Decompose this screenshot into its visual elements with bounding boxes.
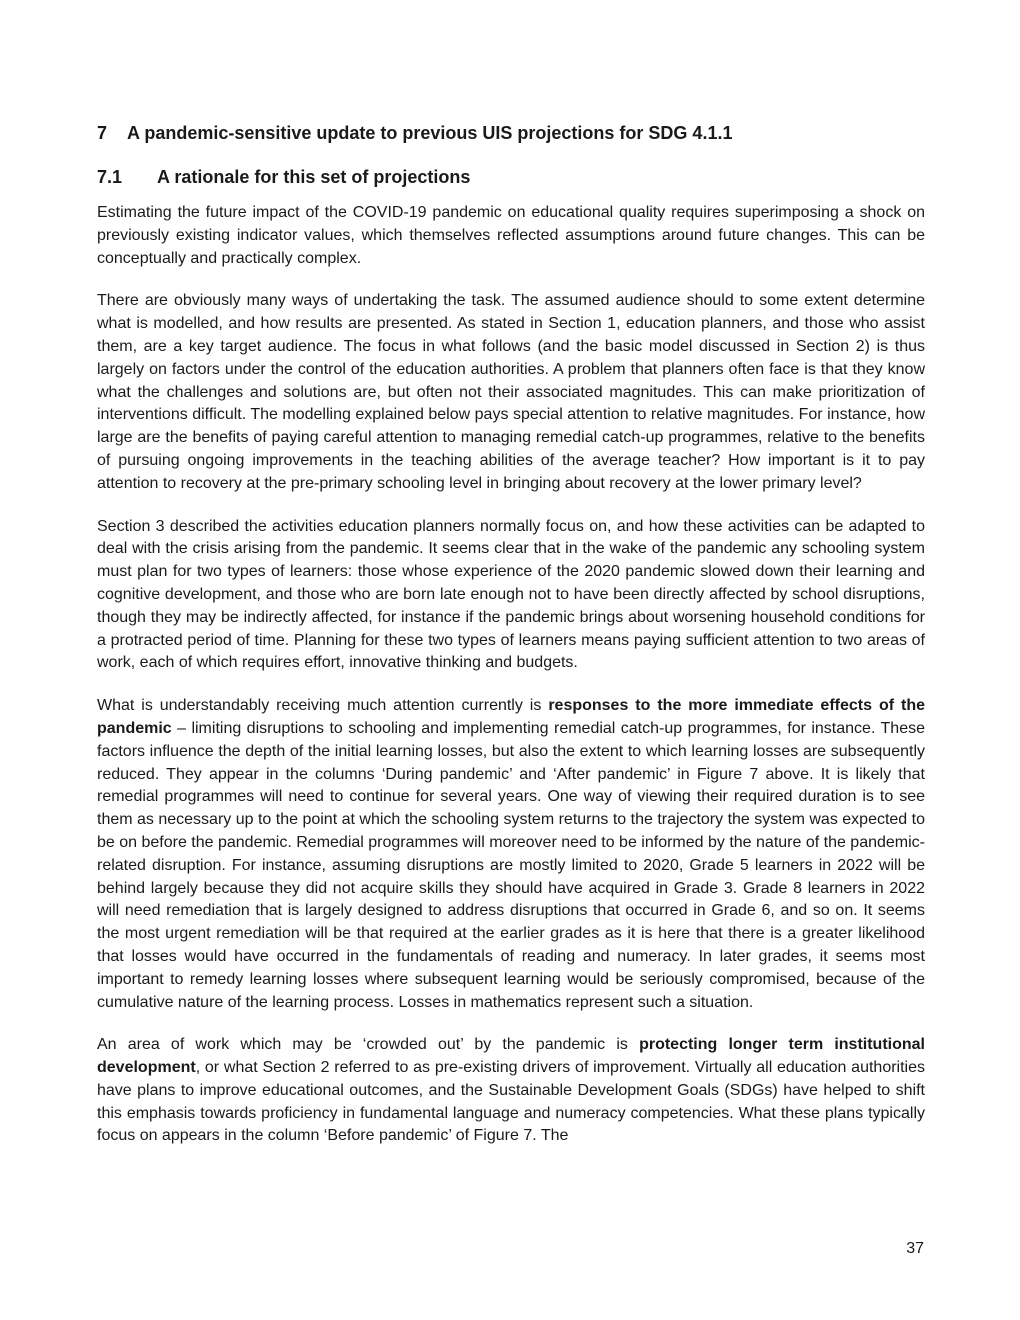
- document-page: [97, 118, 925, 1168]
- paragraph-4-body: – limiting disruptions to schooling and implementing remedial catch-up programmes, for instance. These factors influence the depth of the initial learning losses, but also the extent to which learning losses are subsequently reduced. They appear in the columns ‘During pandemic’ and ‘After pandemic’ in Figure 7 above. It is likely that remedial programmes will need to continue for several years. One way of viewing their required duration is to see them as necessary up to the point at which the schooling system returns to the trajectory the system was expected to be on before the pandemic. Remedial programmes will moreover need to be informed by the nature of the pandemic-related disruption. For instance, assuming disruptions are mostly limited to 2020, Grade 5 learners in 2022 will be behind largely because they did not acquire skills they should have acquired in Grade 3. Grade 8 learners in 2022 will need remediation that is largely designed to address disruptions that occurred in Grade 6, and so on. It seems the most urgent remediation will be that required at the earlier grades as it is here that there is a greater likelihood that losses would have occurred in the fundamentals of reading and numeracy. In later grades, it seems most important to remedy learning losses where subsequent learning would be seriously compromised, because of the cumulative nature of the learning process. Losses in mathematics represent such a situation.: [97, 719, 926, 1011]
- paragraph-3: Section 3 described the activities education planners normally focus on, and how these activities can be adapted to deal with the crisis arising from the pandemic. It seems clear that in the wake of the pandemic any schooling system must plan for two types of learners: those whose experience of the 2020 pandemic slowed down their learning and cognitive development, and those who are born late enough not to have been directly affected by school disruptions, though they may be indirectly affected, for instance if the pandemic brings about worsening household conditions for a protracted period of time. Planning for these two types of learners means paying sufficient attention to two areas of work, each of which requires effort, innovative thinking and budgets.: [97, 517, 925, 672]
- paragraph-4-intro: What is understandably receiving much attention currently is: [97, 697, 549, 715]
- section-title: A pandemic-sensitive update to previous UIS projections for SDG 4.1.1: [127, 123, 733, 143]
- paragraph-4: [97, 695, 925, 1014]
- paragraph-2: There are obviously many ways of undertaking the task. The assumed audience should to some extent determine what is modelled, and how results are presented. As stated in Section 1, education planners, and those who assist them, are a key target audience. The focus in what follows (and the basic model discussed in Section 2) is thus largely on factors under the control of the education authorities. A problem that planners often face is that they know what the challenges and solutions are, but often not their associated magnitudes. This can make prioritization of interventions difficult. The modelling explained below pays special attention to relative magnitudes. For instance, how large are the benefits of paying careful attention to managing remedial catch-up programmes, relative to the benefits of pursuing ongoing improvements in the teaching abilities of the average teacher? How important is it to pay attention to recovery at the pre-primary schooling level in bringing about recovery at the lower primary level?: [97, 292, 925, 492]
- subsection-heading: [97, 162, 925, 192]
- subsection-title: A rationale for this set of projections: [157, 167, 471, 187]
- subsection-number: 7.1: [97, 167, 123, 187]
- page-number: 37: [906, 1240, 924, 1257]
- paragraph-5-body: , or what Section 2 referred to as pre-existing drivers of improvement. Virtually all education authorities have plans to improve educational outcomes, and the Sustainable Development Goals (SDGs) have helped to shift this emphasis towards proficiency in fundamental language and numeracy competencies. What these plans typically focus on appears in the column ‘Before pandemic’ of Figure 7. The: [97, 1059, 925, 1145]
- paragraph-5-emphasis: protecting longer term institutional development: [97, 1036, 925, 1077]
- section-heading: [97, 118, 925, 148]
- paragraph-5: [97, 1034, 925, 1148]
- section-number: 7: [97, 123, 108, 143]
- paragraph-5-intro: An area of work which may be ‘crowded out’ by the pandemic is: [97, 1036, 640, 1054]
- paragraph-1: Estimating the future impact of the COVID-19 pandemic on educational quality requires superimposing a shock on previously existing indicator values, which themselves reflected assumptions around future changes. This can be conceptually and practically complex.: [97, 204, 925, 267]
- paragraph-4-emphasis: responses to the more immediate effects of the pandemic: [97, 697, 926, 737]
